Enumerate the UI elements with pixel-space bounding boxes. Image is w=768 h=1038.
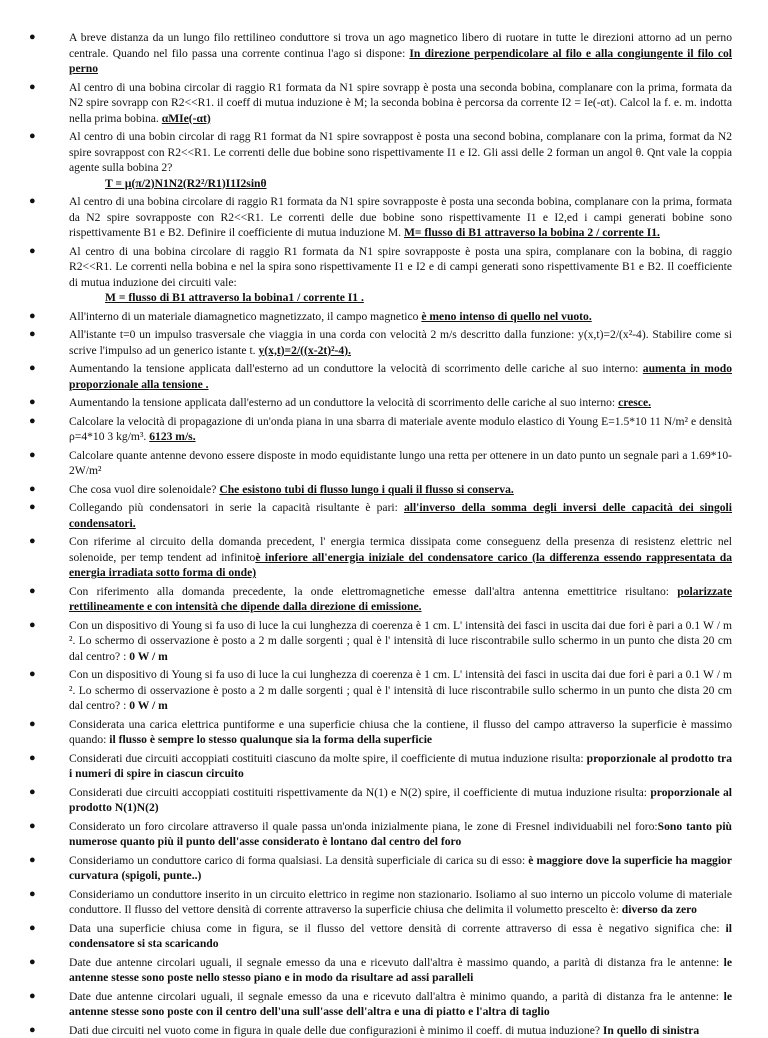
question-text: Consideriamo un conduttore inserito in un circuito elettrico in regime non stazionario. Isoliamo al suo interno un piccolo volume di materiale conduttore. Il flusso del vettore densità di corrente attraverso la superficie chiusa che delimita il volumetto prescelto è: [69,888,732,917]
question-item [69,667,732,714]
question-text: Al centro di una bobina circolar di raggio R1 formata da N1 spire sovrapp è posta una seconda bobina, complanare con la prima, formata da N2 spire sovrapp con R2<<R1. il coeff di mutua induzione è M; la seconda bobina è percorsa da corrente I2 = Ie(-αt). Calcol la f. e. m. indotta nella prima bobina. [69,81,732,125]
bullet-icon: ● [29,955,36,971]
bullet-icon: ● [29,1023,36,1038]
bullet-icon: ● [29,751,36,767]
question-item [69,534,732,581]
question-item [69,887,732,918]
question-item [69,785,732,816]
bullet-icon: ● [29,448,36,464]
bullet-icon: ● [29,853,36,869]
bullet-icon: ● [29,819,36,835]
question-item [69,584,732,615]
bullet-icon: ● [29,129,36,145]
question-item [69,129,732,191]
answer-text: 0 W / m [129,699,168,712]
question-text: Con riferime al circuito della domanda precedent, l' energia termica dissipata come conseguenz della presenza di resistenz elettric nel solenoide, per temp tendent ad infinito [69,535,732,564]
question-text: Collegando più condensatori in serie la capacità risultante è pari: [69,501,404,514]
answer-text: proporzionale al prodotto tra i numeri di spire in ciascun circuito [69,752,732,781]
question-text: Aumentando la tensione applicata dall'esterno ad un conduttore la velocità di scorrimento delle cariche al suo interno: [69,396,618,409]
question-text: A breve distanza da un lungo filo rettilineo conduttore si trova un ago magnetico libero di ruotare in tutte le direzioni attorno ad un perno centrale. Quando nel filo passa una corrente continua l'ago si dispone: [69,31,732,60]
question-item [69,1023,732,1038]
answer-text: Che esistono tubi di flusso lungo i quali il flusso si conserva. [219,483,513,496]
answer-text: le antenne stesse sono poste nello stesso piano e in modo da risultare ad assi paralleli [69,956,732,985]
question-item [69,500,732,531]
question-text: Calcolare quante antenne devono essere disposte in modo equidistante lungo una retta per ottenere in un dato punto un segnale pari a 1.69*10-2W/m² [69,449,732,478]
question-text: Consideriamo un conduttore carico di forma qualsiasi. La densità superficiale di carica su di esso: [69,854,528,867]
answer-text: Sono tanto più numerose quanto più il punto dell'asse considerato è lontano dal centro del foro [69,820,732,849]
bullet-icon: ● [29,618,36,634]
answer-text: aumenta in modo proporzionale alla tensione . [69,362,732,391]
question-item [69,309,732,325]
question-item [69,244,732,306]
bullet-icon: ● [29,717,36,733]
answer-text: è maggiore dove la superficie ha maggior curvatura (spigoli, punte..) [69,854,732,883]
question-text: All'interno di un materiale diamagnetico magnetizzato, il campo magnetico [69,310,421,323]
question-item [69,819,732,850]
bullet-icon: ● [29,534,36,550]
question-item [69,921,732,952]
answer-text: il condensatore si sta scaricando [69,922,732,951]
question-item [69,30,732,77]
answer-text: 0 W / m [129,650,168,663]
bullet-icon: ● [29,30,36,46]
answer-text: è meno intenso di quello nel vuoto. [421,310,591,323]
answer-text: proporzionale al prodotto N(1)N(2) [69,786,732,815]
bullet-icon: ● [29,309,36,325]
bullet-icon: ● [29,482,36,498]
question-text: Con un dispositivo di Young si fa uso di luce la cui lunghezza di coerenza è 1 cm. L' intensità dei fasci in uscita dai due fori è pari a 0.1 W / m ². Lo schermo di osservazione è posto a 2 m dalle sorgenti ; qual è l' intensità di luce riscontrabile sullo schermo in un punto che dista 20 cm dal centro? : [69,668,732,712]
answer-text: In quello di sinistra [603,1024,699,1037]
question-text: Con un dispositivo di Young si fa uso di luce la cui lunghezza di coerenza è 1 cm. L' intensità dei fasci in uscita dai due fori è pari a 0.1 W / m ². Lo schermo di osservazione è posto a 2 m dalle sorgenti ; qual è l' intensità di luce riscontrabile sullo schermo in un punto che dista 20 cm dal centro? : [69,619,732,663]
question-text: Data una superficie chiusa come in figura, se il flusso del vettore densità di corrente attraverso di essa è negativo significa che: [69,922,726,935]
question-text: Considerato un foro circolare attraverso il quale passa un'onda inizialmente piana, le zone di Fresnel individuabili nel foro: [69,820,658,833]
answer-text: 6123 m/s. [149,430,195,443]
bullet-icon: ● [29,414,36,430]
bullet-icon: ● [29,785,36,801]
question-item [69,853,732,884]
question-text: Considerati due circuiti accoppiati costituiti ciascuno da molte spire, il coefficiente di mutua induzione risulta: [69,752,587,765]
bullet-icon: ● [29,244,36,260]
answer-text: cresce. [618,396,651,409]
question-text: Dati due circuiti nel vuoto come in figura in quale delle due configurazioni è minimo il coeff. di mutua induzione? [69,1024,603,1037]
bullet-icon: ● [29,989,36,1005]
question-item [69,327,732,358]
bullet-icon: ● [29,361,36,377]
answer-text: all'inverso della somma degli inversi delle capacità dei singoli condensatori. [69,501,732,530]
question-item [69,414,732,445]
bullet-icon: ● [29,80,36,96]
answer-text: polarizzate rettilineamente e con intensità che dipende dalla direzione di emissione. [69,585,732,614]
question-item [69,955,732,986]
question-item [69,361,732,392]
bullet-icon: ● [29,584,36,600]
bullet-icon: ● [29,194,36,210]
question-text: Date due antenne circolari uguali, il segnale emesso da una e ricevuto dall'altra è massimo quando, a parità di distanza fra le antenne: [69,956,724,969]
question-item [69,618,732,665]
question-text: Che cosa vuol dire solenoidale? [69,483,219,496]
question-text: Al centro di una bobin circolar di ragg R1 format da N1 spire sovrappost è posta una second bobina, complanare con la prima, format da N2 spire sovrappost con R2<<R1. Le correnti delle due bobine sono rispettivamente I1 e I2. Gli assi delle 2 forman un angol θ. Qnt vale la coppia agente sulla bobina 2? [69,130,732,174]
question-text: Date due antenne circolari uguali, il segnale emesso da una e ricevuto dall'altra è minimo quando, a parità di distanza fra le antenne: [69,990,724,1003]
question-text: All'istante t=0 un impulso trasversale che viaggia in una corda con velocità 2 m/s descritto dalla funzione: y(x,t)=2/(x²-4). Stabilire come si scrive l'impulso ad un generico istante t. [69,328,732,357]
answer-text: diverso da zero [622,903,697,916]
bullet-icon: ● [29,327,36,343]
question-item [69,482,732,498]
question-text: Considerati due circuiti accoppiati costituiti rispettivamente da N(1) e N(2) spire, il coefficiente di mutua induzione risulta: [69,786,650,799]
answer-text: In direzione perpendicolare al filo e alla congiungente il filo col perno [69,47,732,76]
question-item [69,448,732,479]
question-text: Aumentando la tensione applicata dall'esterno ad un conduttore la velocità di scorrimento delle cariche al suo interno: [69,362,643,375]
bullet-icon: ● [29,395,36,411]
question-item [69,989,732,1020]
answer-text: è inferiore all'energia iniziale del condensatore carico (la differenza essendo rappresentata da energia irradiata sotto forma di onde) [69,551,732,580]
question-item [69,751,732,782]
bullet-icon: ● [29,500,36,516]
question-item [69,717,732,748]
question-item [69,395,732,411]
question-text: Al centro di una bobina circolare di raggio R1 formata da N1 spire sovrapposte è posta una spira, complanare con la bobina, di raggio R2<<R1. Le correnti nella bobina e nel la spira sono rispettivamente I1 e I2 e di campi generati sono rispettivamente B1 e B2. Il coefficiente di mutua induzione dei circuiti vale: [69,245,732,289]
bullet-icon: ● [29,921,36,937]
answer-text: M= flusso di B1 attraverso la bobina 2 / corrente I1. [404,226,660,239]
question-item [69,80,732,127]
answer-text: y(x,t)=2/((x-2t)²-4). [258,344,351,357]
answer-text: le antenne stesse sono poste con il centro dell'una sull'asse dell'altra e una di piatto e l'altra di taglio [69,990,732,1019]
formula-text: T = μ(π/2)N1N2(R2²/R1)I1I2sinθ [69,176,732,192]
formula-text: M = flusso di B1 attraverso la bobina1 / corrente I1 . [69,290,732,306]
question-text: Con riferimento alla domanda precedente, la onde elettromagnetiche emesse dall'altra antenna emettitrice risultano: [69,585,677,598]
bullet-icon: ● [29,667,36,683]
bullet-icon: ● [29,887,36,903]
question-text: Considerata una carica elettrica puntiforme e una superficie chiusa che la contiene, il flusso del campo attraverso la superficie è massimo quando: [69,718,732,747]
question-item [69,194,732,241]
question-text: Calcolare la velocità di propagazione di un'onda piana in una sbarra di materiale avente modulo elastico di Young E=1.5*10 11 N/m² e densità ρ=4*10 3 kg/m³. [69,415,732,444]
question-text: Al centro di una bobina circolare di raggio R1 formata da N1 spire sovrapposte è posta una seconda bobina, complanare con la prima, formata da N2 spire sovrapposte con R2<<R1. Le correnti delle due bobine sono rispettivamente I1 e I2,ed i campi generati bobine sono rispettivamente B1 e B2. Definire il coefficiente di mutua induzione M. [69,195,732,239]
answer-text: il flusso è sempre lo stesso qualunque sia la forma della superficie [109,733,432,746]
answer-text: αMIe(-αt) [162,112,211,125]
